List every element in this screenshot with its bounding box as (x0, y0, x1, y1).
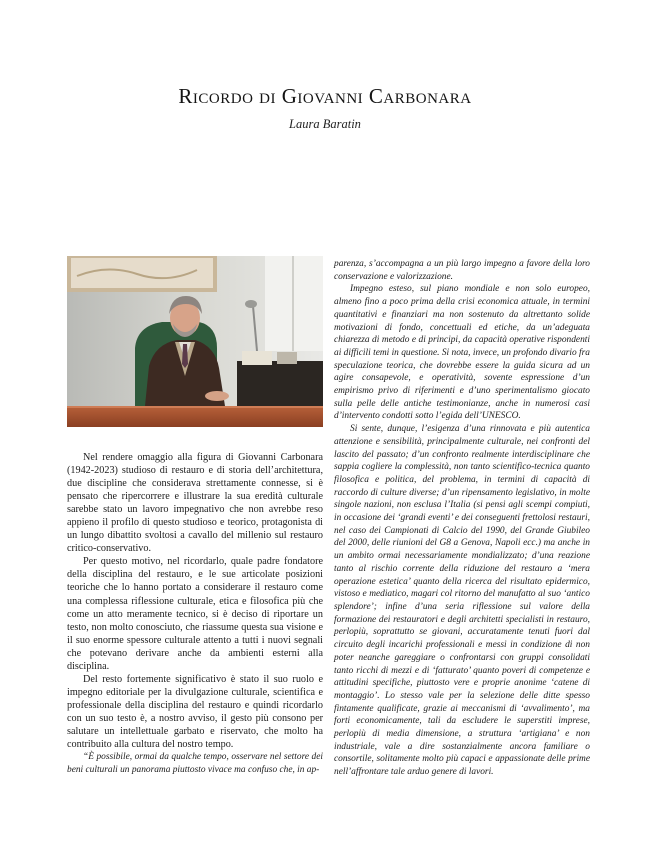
paragraph: Per questo motivo, nel ricordarlo, quale padre fondatore della disciplina del restauro, e le sue articolate posizioni teoriche che lo hanno portato a considerare il restauro come una complessa riflessione culturale, etica e filosofica più che come un atto meramente tecnico, si è deciso di riportare un testo, non molto conosciuto, che riassume questa sua visione e il suo enorme spessore culturale attento a tutti i nuovi segnali che potevano derivare anche da ambienti esterni alla disciplina. (67, 556, 323, 672)
paragraph: Nel rendere omaggio alla figura di Giovanni Carbonara (1942-2023) studioso di restauro e di storia dell’architettura, due discipline che considerava strettamente connesse, si è pensato che ripercorrere e illustrare la sua eredità culturale sarebbe stato un lavoro impegnativo che non avrebbe reso appieno il profilo di questo studioso e teorico, protagonista di un lungo dibattito svoltosi a cavallo del millenio sul restauro critico-conservativo. (67, 452, 323, 555)
quote-paragraph: Impegno esteso, sul piano mondiale e non solo europeo, almeno fino a poco prima della crisi economica attuale, in termini quantitativi e finanziari ma non sostenuto da altrettanto solide motivazioni di fondo, concettuali ed etiche, da un’adeguata chiarezza di metodo e di principi, da capacità operative rispondenti ai difficili temi in questione. Si nota, invece, un profondo divario fra speculazione teorica, che dovrebbe essere la guida sicura ad un agire consapevole, e operatività, sovente espressione d’un empirismo privo di riferimenti e d’uno sperimentalismo giocato sulla pelle delle antiche testimonianze, anche in numerosi casi d’intervento condotti sotto l’egida dell’UNESCO. (334, 284, 590, 422)
quote-paragraph: “È possibile, ormai da qualche tempo, osservare nel settore dei beni culturali un panorama piuttosto vivace ma confuso che, in ap- (67, 752, 323, 776)
article-author: Laura Baratin (289, 117, 361, 131)
paragraph: Del resto fortemente significativo è stato il suo ruolo e impegno editoriale per la divulgazione culturale, scientifica e professionale della disciplina del restauro e quindi ricordarlo con un suo testo è, a nostro avviso, il gesto più consono per salutare un intellettuale garbato e riservato, che molto ha contribuito alla cultura del nostro tempo. (67, 673, 323, 751)
left-column (67, 451, 323, 777)
quote-paragraph: parenza, s’accompagna a un più largo impegno a favore della loro conservazione e valorizzazione. (334, 259, 590, 282)
right-column (334, 258, 590, 779)
article-title: Ricordo di Giovanni Carbonara (178, 84, 472, 108)
portrait-photo (67, 256, 323, 427)
quote-paragraph: Si sente, dunque, l’esigenza d’una rinnovata e più autentica attenzione e sensibilità, principalmente culturale, nei confronti del lascito del passato; d’un confronto realmente interdisciplinare che sappia cogliere la complessità, non tanto scientifico-tecnica quanto filosofica e politica, del problema, in termini di capacità di raccordo di culture diverse; d’un ripensamento legislativo, in molte singole nazioni, non esclusa l’Italia (si pensi agli scempi compiuti, in occasione dei ‘grandi eventi’ e dei conseguenti frettolosi restauri, nel caso dei Campionati di Calcio del 1990, del Grande Giubileo del 2000, delle riunioni del G8 a Genova, Napoli ecc.) ma anche in un ambito ormai necessariamente mondializzato; d’una reazione tanto al rischio corrente della riduzione del restauro a ‘mera operazione estetica’ quanto della ricerca del risultato epidermico, vistoso e mediatico, magari col ritorno del manufatto al suo ‘antico splendore’; infine d’una seria riflessione sul valore della formazione dei restauratori e degli architetti specialisti in restauro, perlopiù, soprattutto se giovani, accuratamente tenuti fuori dal circuito degli incarichi professionali e messi in condizione di non poter neanche gareggiare o confrontarsi con gruppi consolidati tanto ricchi di mezzi e di ‘fatturato’ quanto poveri di competenze e attitudini specifiche, piuttosto vere e proprie anonime ‘catene di montaggio’. Lo stesso vale per la selezione delle ditte spesso fintamente qualificate, grazie ai meccanismi di ‘avvalimento’, ma forti economicamente, tali da escludere le superstiti imprese, perlopiù di media dimensione, a struttura ‘artigiana’ e non industriale, vale a dire sostanzialmente ancora familiare o consortile, solitamente molto più capaci e appassionate delle prime nell’affrontare tale arduo genere di lavori. (334, 424, 590, 778)
